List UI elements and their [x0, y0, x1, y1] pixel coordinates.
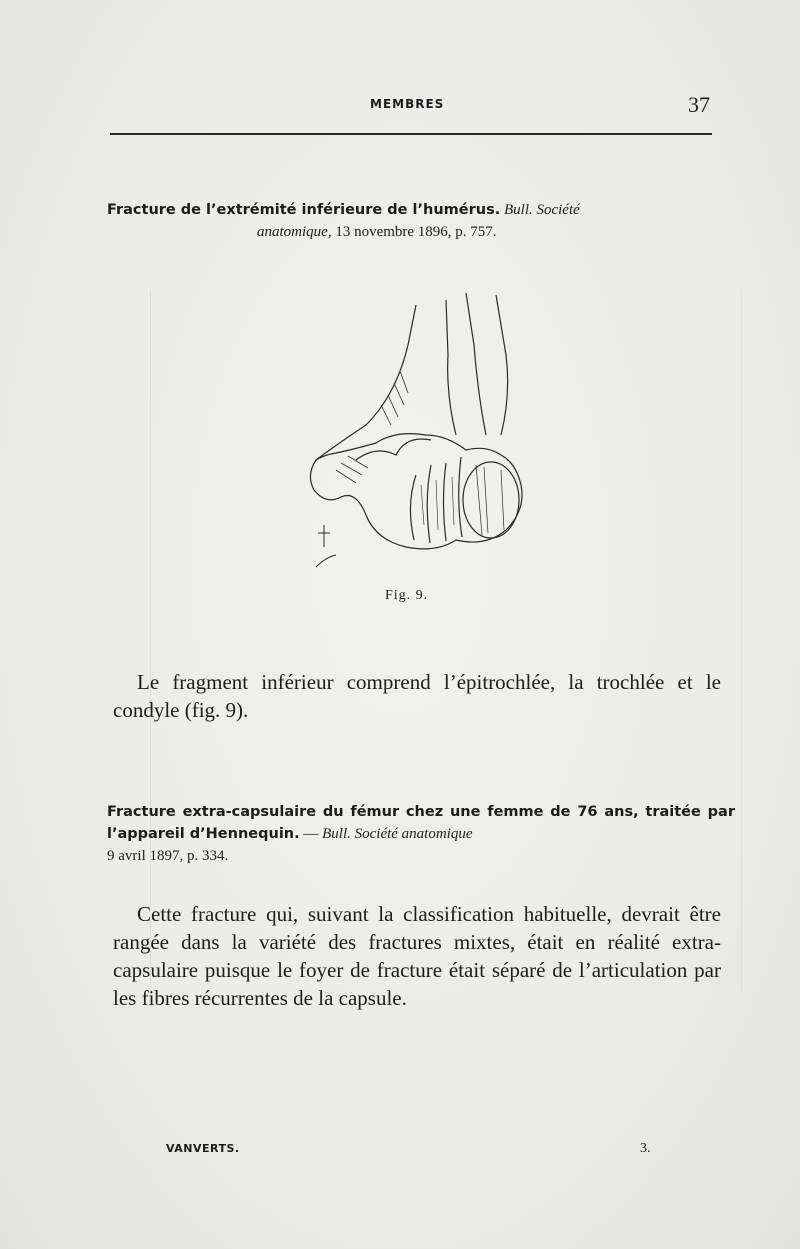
signature-number: 3.: [640, 1141, 651, 1156]
humerus-fracture-illustration: [296, 285, 541, 585]
citation-journal-cont: anatomique,: [257, 224, 332, 240]
section-title-humerus: [107, 199, 735, 243]
page-number: 37: [688, 92, 710, 117]
paragraph-1: Le fragment inférieur comprend l’épitrochlée, la trochlée et le condyle (fig. 9).: [113, 670, 721, 722]
header-rule: [110, 133, 712, 135]
citation-journal: Bull. Société: [503, 202, 580, 218]
citation-dash: —: [299, 826, 323, 842]
paragraph-2: Cette fracture qui, suivant la classification habituelle, devrait être rangée dans la variété des fractures mixtes, était en réalité extra-capsulaire puisque le foyer de fracture était séparé de l’articulation par les fibres récurrentes de la capsule.: [113, 902, 721, 1010]
signature-mark: VANVERTS.: [166, 1142, 240, 1155]
section-title-femur: [107, 801, 735, 867]
citation-date: 9 avril 1897, p. 334.: [107, 848, 229, 864]
figure-caption: Fig. 9.: [385, 588, 429, 603]
citation-date: 13 novembre 1896, p. 757.: [335, 224, 497, 240]
section-title-line-1: [107, 199, 735, 221]
citation-journal: Bull. Société anatomique: [322, 826, 473, 842]
section-title-bold: Fracture de l’extrémité inférieure de l’humérus.: [107, 202, 501, 218]
section-title-line-2: [107, 221, 735, 243]
section-title-bold: Fracture extra-capsulaire du fémur chez une femme de 76 ans, traitée par l’appareil d’Hennequin.: [107, 804, 735, 842]
running-head: MEMBRES: [370, 97, 445, 111]
